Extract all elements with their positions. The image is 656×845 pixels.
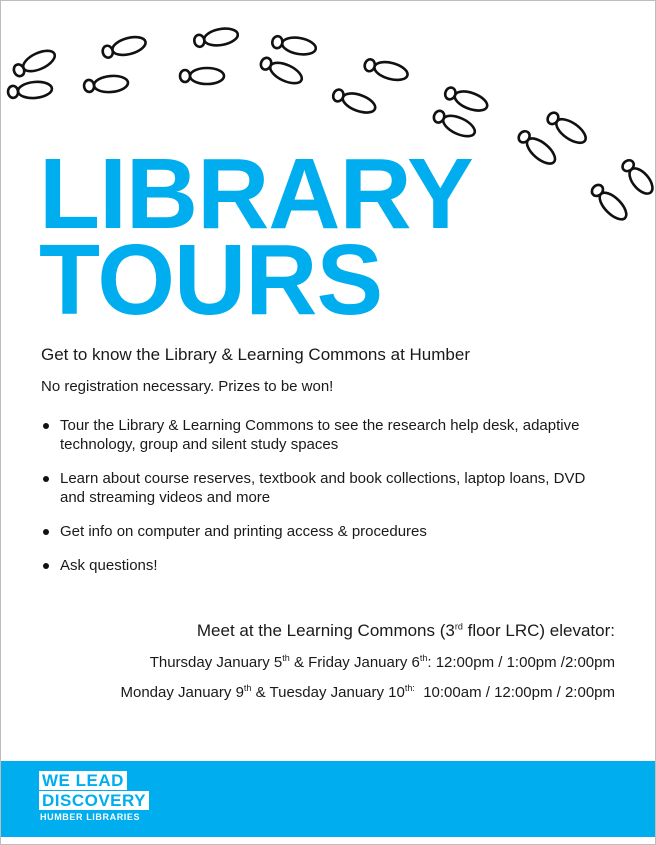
schedule-sup: th [243,683,252,693]
list-item-text: Ask questions! [60,557,158,574]
meeting-location [197,621,615,641]
list-item-text: Get info on computer and printing access & procedures [60,523,427,540]
schedule-sup: th [282,653,290,663]
list-item [41,522,611,541]
meeting-sup: rd [454,621,463,632]
list-item-text: Tour the Library & Learning Commons to see the research help desk, adaptive technology, group and silent study spaces [60,417,580,453]
schedule-sup: th [419,653,428,663]
schedule-line-2 [121,683,616,701]
schedule-sup: th: [404,683,415,693]
list-item-text: Learn about course reserves, textbook and book collections, laptop loans, DVD and streaming videos and more [60,470,586,506]
poster-title [39,138,473,336]
list-item [41,469,611,507]
footer-band [1,761,655,837]
list-item [41,416,611,454]
schedule-times: 10:00am / 12:00pm / 2:00pm [414,684,615,701]
logo-line-1: WE LEAD [39,771,127,790]
humber-libraries-logo [39,771,149,822]
registration-note: No registration necessary. Prizes to be won! [41,378,334,395]
bullet-icon [43,529,49,535]
bullet-icon [43,476,49,482]
tour-features-list [41,416,611,590]
schedule-line-1 [150,653,615,671]
bullet-icon [43,423,49,429]
logo-line-2: DISCOVERY [39,791,149,810]
schedule-text: & Tuesday January 10 [251,684,405,701]
schedule-text: Monday January 9 [120,684,244,701]
schedule-times: : 12:00pm / 1:00pm /2:00pm [427,654,615,671]
logo-line-3: HUMBER LIBRARIES [39,812,149,822]
poster-subtitle: Get to know the Library & Learning Commons at Humber [41,345,470,364]
schedule-text: & Friday January 6 [289,654,420,671]
title-line-2: TOURS [39,224,383,336]
list-item [41,556,611,575]
meeting-text-a: Meet at the Learning Commons (3 [196,621,455,640]
title-line-1: LIBRARY [39,138,473,250]
meeting-text-b: floor LRC) elevator: [462,621,615,640]
schedule-text: Thursday January 5 [149,654,283,671]
bullet-icon [43,563,49,569]
